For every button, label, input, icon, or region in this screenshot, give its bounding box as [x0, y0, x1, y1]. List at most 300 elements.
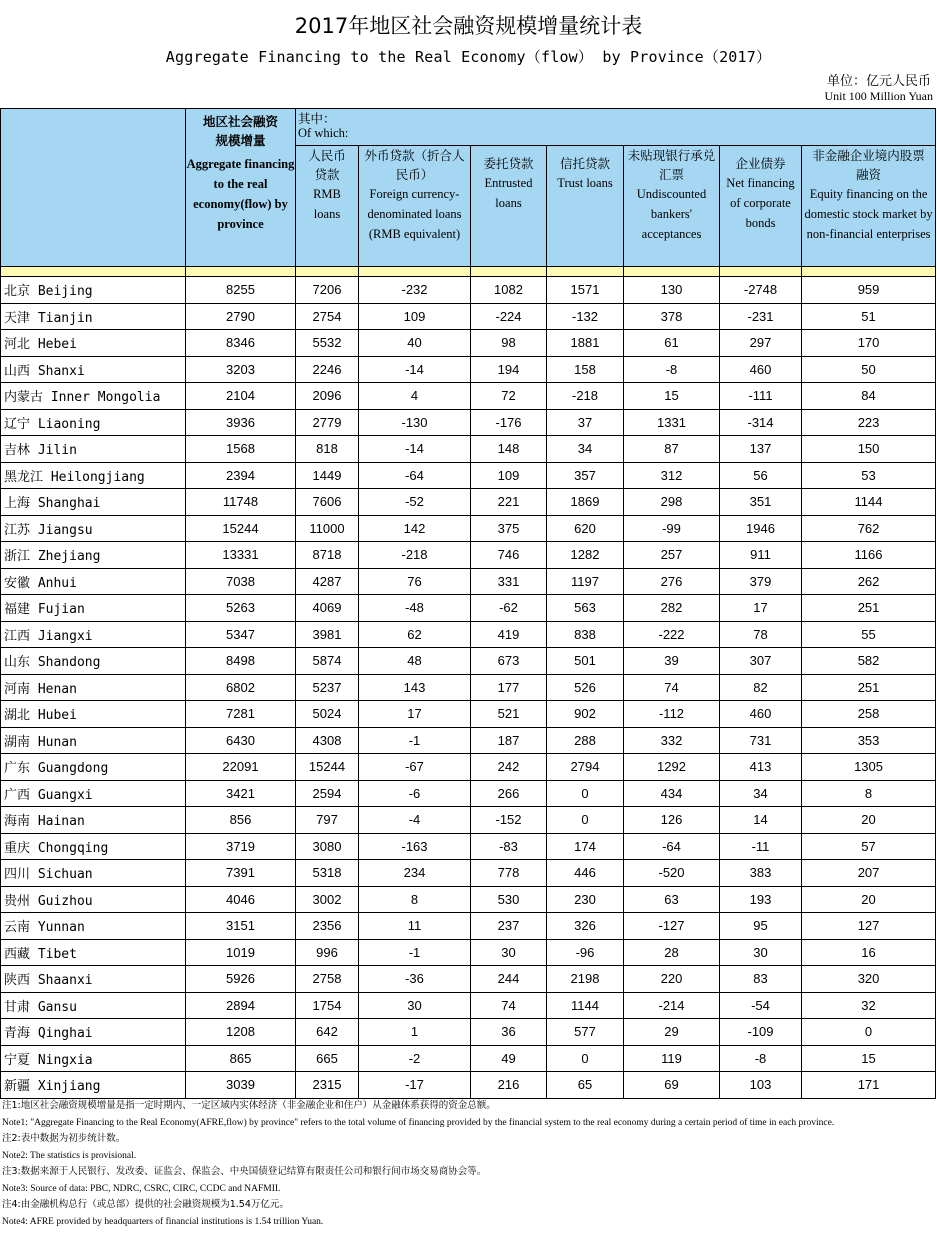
- value-cell: 61: [624, 330, 720, 357]
- value-cell: -48: [359, 595, 471, 622]
- value-cell: -11: [720, 833, 802, 860]
- value-cell: 127: [802, 913, 936, 940]
- value-cell: 2790: [186, 303, 296, 330]
- value-cell: 7038: [186, 568, 296, 595]
- value-cell: 187: [471, 727, 547, 754]
- value-cell: 288: [547, 727, 624, 754]
- value-cell: 298: [624, 489, 720, 516]
- value-cell: -132: [547, 303, 624, 330]
- value-cell: 34: [547, 436, 624, 463]
- value-cell: 3203: [186, 356, 296, 383]
- value-cell: 818: [296, 436, 359, 463]
- table-row: [1, 356, 936, 383]
- province-cell: 青海 Qinghai: [1, 1019, 186, 1046]
- value-cell: 30: [720, 939, 802, 966]
- value-cell: -224: [471, 303, 547, 330]
- value-cell: 72: [471, 383, 547, 410]
- table-row: [1, 807, 936, 834]
- value-cell: -152: [471, 807, 547, 834]
- header-yellow-band: [1, 267, 936, 277]
- value-cell: 1197: [547, 568, 624, 595]
- value-cell: 642: [296, 1019, 359, 1046]
- value-cell: 244: [471, 966, 547, 993]
- table-row: [1, 595, 936, 622]
- value-cell: 15: [624, 383, 720, 410]
- value-cell: 171: [802, 1072, 936, 1099]
- value-cell: 137: [720, 436, 802, 463]
- value-cell: 15244: [186, 515, 296, 542]
- value-cell: 1: [359, 1019, 471, 1046]
- value-cell: 8: [802, 780, 936, 807]
- value-cell: 353: [802, 727, 936, 754]
- province-cell: 湖北 Hubei: [1, 701, 186, 728]
- value-cell: 62: [359, 621, 471, 648]
- province-cell: 广东 Guangdong: [1, 754, 186, 781]
- value-cell: 15: [802, 1045, 936, 1072]
- table-row: [1, 515, 936, 542]
- value-cell: -218: [547, 383, 624, 410]
- value-cell: 2779: [296, 409, 359, 436]
- value-cell: 1144: [547, 992, 624, 1019]
- header-total-cn: 地区社会融资规模增量: [202, 114, 278, 148]
- value-cell: 2104: [186, 383, 296, 410]
- value-cell: 223: [802, 409, 936, 436]
- value-cell: 434: [624, 780, 720, 807]
- value-cell: 17: [359, 701, 471, 728]
- province-cell: 西藏 Tibet: [1, 939, 186, 966]
- value-cell: 6430: [186, 727, 296, 754]
- value-cell: 6802: [186, 674, 296, 701]
- value-cell: -8: [720, 1045, 802, 1072]
- value-cell: 5874: [296, 648, 359, 675]
- value-cell: 17: [720, 595, 802, 622]
- value-cell: -36: [359, 966, 471, 993]
- value-cell: 1282: [547, 542, 624, 569]
- value-cell: 34: [720, 780, 802, 807]
- value-cell: 5263: [186, 595, 296, 622]
- value-cell: -64: [624, 833, 720, 860]
- table-row: [1, 489, 936, 516]
- value-cell: 911: [720, 542, 802, 569]
- footnote-line: 注2:表中数据为初步统计数。: [2, 1133, 126, 1144]
- value-cell: 3039: [186, 1072, 296, 1099]
- value-cell: 0: [547, 780, 624, 807]
- value-cell: 797: [296, 807, 359, 834]
- value-cell: 74: [624, 674, 720, 701]
- value-cell: 142: [359, 515, 471, 542]
- province-cell: 河北 Hebei: [1, 330, 186, 357]
- value-cell: 379: [720, 568, 802, 595]
- province-cell: 吉林 Jilin: [1, 436, 186, 463]
- value-cell: -4: [359, 807, 471, 834]
- province-cell: 天津 Tianjin: [1, 303, 186, 330]
- header-ofwhich: [296, 109, 936, 146]
- value-cell: 95: [720, 913, 802, 940]
- value-cell: 7206: [296, 277, 359, 304]
- table-row: [1, 701, 936, 728]
- value-cell: 30: [359, 992, 471, 1019]
- value-cell: 383: [720, 860, 802, 887]
- value-cell: -176: [471, 409, 547, 436]
- value-cell: -8: [624, 356, 720, 383]
- value-cell: 143: [359, 674, 471, 701]
- value-cell: -99: [624, 515, 720, 542]
- table-row: [1, 277, 936, 304]
- value-cell: 332: [624, 727, 720, 754]
- province-cell: 河南 Henan: [1, 674, 186, 701]
- table-row: [1, 754, 936, 781]
- value-cell: 63: [624, 886, 720, 913]
- value-cell: 1881: [547, 330, 624, 357]
- value-cell: 2894: [186, 992, 296, 1019]
- value-cell: 251: [802, 595, 936, 622]
- value-cell: 11748: [186, 489, 296, 516]
- page-title: 2017年地区社会融资规模增量统计表: [294, 14, 643, 38]
- value-cell: 65: [547, 1072, 624, 1099]
- header-col-en: Entrusted loans: [484, 176, 533, 210]
- value-cell: 8346: [186, 330, 296, 357]
- province-cell: 甘肃 Gansu: [1, 992, 186, 1019]
- value-cell: -17: [359, 1072, 471, 1099]
- value-cell: 5926: [186, 966, 296, 993]
- value-cell: -111: [720, 383, 802, 410]
- value-cell: 746: [471, 542, 547, 569]
- value-cell: -163: [359, 833, 471, 860]
- value-cell: -314: [720, 409, 802, 436]
- province-cell: 福建 Fujian: [1, 595, 186, 622]
- value-cell: -1: [359, 727, 471, 754]
- province-cell: 湖南 Hunan: [1, 727, 186, 754]
- value-cell: 262: [802, 568, 936, 595]
- table-row: [1, 780, 936, 807]
- value-cell: 109: [471, 462, 547, 489]
- value-cell: 15244: [296, 754, 359, 781]
- province-cell: 重庆 Chongqing: [1, 833, 186, 860]
- province-cell: 云南 Yunnan: [1, 913, 186, 940]
- value-cell: 1571: [547, 277, 624, 304]
- value-cell: 3080: [296, 833, 359, 860]
- table-row: [1, 1045, 936, 1072]
- value-cell: 242: [471, 754, 547, 781]
- province-cell: 宁夏 Ningxia: [1, 1045, 186, 1072]
- table-row: [1, 621, 936, 648]
- value-cell: 29: [624, 1019, 720, 1046]
- value-cell: 7281: [186, 701, 296, 728]
- value-cell: 5318: [296, 860, 359, 887]
- value-cell: 2198: [547, 966, 624, 993]
- value-cell: 20: [802, 886, 936, 913]
- value-cell: 28: [624, 939, 720, 966]
- value-cell: 731: [720, 727, 802, 754]
- value-cell: -64: [359, 462, 471, 489]
- value-cell: -222: [624, 621, 720, 648]
- value-cell: 3151: [186, 913, 296, 940]
- header-col-cn: 非金融企业境内股票融资: [812, 148, 925, 182]
- value-cell: 234: [359, 860, 471, 887]
- table-row: [1, 568, 936, 595]
- table-row: [1, 303, 936, 330]
- value-cell: 194: [471, 356, 547, 383]
- value-cell: 14: [720, 807, 802, 834]
- value-cell: 109: [359, 303, 471, 330]
- value-cell: 582: [802, 648, 936, 675]
- value-cell: 220: [624, 966, 720, 993]
- table-row: [1, 542, 936, 569]
- value-cell: 357: [547, 462, 624, 489]
- value-cell: 177: [471, 674, 547, 701]
- value-cell: 2794: [547, 754, 624, 781]
- value-cell: 4287: [296, 568, 359, 595]
- header-col-cn: 人民币贷款: [308, 148, 346, 182]
- value-cell: 1946: [720, 515, 802, 542]
- value-cell: 50: [802, 356, 936, 383]
- value-cell: 48: [359, 648, 471, 675]
- header-col-cn: 未贴现银行承兑汇票: [627, 148, 716, 182]
- table-row: [1, 409, 936, 436]
- value-cell: 778: [471, 860, 547, 887]
- value-cell: 84: [802, 383, 936, 410]
- table-row: [1, 833, 936, 860]
- value-cell: 3981: [296, 621, 359, 648]
- unit-label-en: Unit 100 Million Yuan: [824, 89, 933, 103]
- value-cell: 320: [802, 966, 936, 993]
- province-cell: 贵州 Guizhou: [1, 886, 186, 913]
- table-row: [1, 966, 936, 993]
- value-cell: 30: [471, 939, 547, 966]
- value-cell: 266: [471, 780, 547, 807]
- value-cell: -127: [624, 913, 720, 940]
- value-cell: 216: [471, 1072, 547, 1099]
- value-cell: 207: [802, 860, 936, 887]
- value-cell: 501: [547, 648, 624, 675]
- province-cell: 浙江 Zhejiang: [1, 542, 186, 569]
- value-cell: 620: [547, 515, 624, 542]
- value-cell: 838: [547, 621, 624, 648]
- value-cell: 8718: [296, 542, 359, 569]
- value-cell: 0: [547, 807, 624, 834]
- header-col-cn: 委托贷款: [483, 156, 534, 171]
- value-cell: 375: [471, 515, 547, 542]
- value-cell: 8255: [186, 277, 296, 304]
- value-cell: 413: [720, 754, 802, 781]
- value-cell: 282: [624, 595, 720, 622]
- table-row: [1, 383, 936, 410]
- value-cell: -109: [720, 1019, 802, 1046]
- province-cell: 海南 Hainan: [1, 807, 186, 834]
- table-row: [1, 330, 936, 357]
- footnote-line: Note4: AFRE provided by headquarters of financial institutions is 1.54 trillion Yuan.: [2, 1216, 324, 1227]
- value-cell: 103: [720, 1072, 802, 1099]
- header-col-entrusted-loans: [471, 146, 547, 267]
- value-cell: 563: [547, 595, 624, 622]
- value-cell: 16: [802, 939, 936, 966]
- value-cell: 170: [802, 330, 936, 357]
- header-col-en: Equity financing on the domestic stock market by non-financial enterprises: [804, 187, 933, 241]
- province-cell: 新疆 Xinjiang: [1, 1072, 186, 1099]
- footnote-line: 注4:由金融机构总行（或总部）提供的社会融资规模为1.54万亿元。: [2, 1199, 289, 1210]
- value-cell: 4308: [296, 727, 359, 754]
- province-cell: 黑龙江 Heilongjiang: [1, 462, 186, 489]
- header-ofwhich-cn: 其中：: [298, 111, 336, 126]
- value-cell: -83: [471, 833, 547, 860]
- value-cell: 3002: [296, 886, 359, 913]
- table-body: [1, 277, 936, 1099]
- value-cell: 1754: [296, 992, 359, 1019]
- value-cell: 3719: [186, 833, 296, 860]
- value-cell: 1449: [296, 462, 359, 489]
- value-cell: 856: [186, 807, 296, 834]
- table-row: [1, 992, 936, 1019]
- table-row: [1, 860, 936, 887]
- value-cell: 174: [547, 833, 624, 860]
- value-cell: 5347: [186, 621, 296, 648]
- value-cell: 76: [359, 568, 471, 595]
- value-cell: 82: [720, 674, 802, 701]
- province-cell: 山西 Shanxi: [1, 356, 186, 383]
- header-col-en: RMB loans: [313, 187, 341, 221]
- value-cell: 258: [802, 701, 936, 728]
- value-cell: 312: [624, 462, 720, 489]
- value-cell: 959: [802, 277, 936, 304]
- header-col-cn: 企业债券: [735, 156, 786, 171]
- province-cell: 山东 Shandong: [1, 648, 186, 675]
- value-cell: 1292: [624, 754, 720, 781]
- value-cell: 2356: [296, 913, 359, 940]
- value-cell: 13331: [186, 542, 296, 569]
- province-cell: 辽宁 Liaoning: [1, 409, 186, 436]
- value-cell: 5024: [296, 701, 359, 728]
- footnote-line: Note2: The statistics is provisional.: [2, 1150, 137, 1161]
- financing-table: [0, 108, 936, 1099]
- value-cell: 4: [359, 383, 471, 410]
- value-cell: 0: [547, 1045, 624, 1072]
- header-province-blank: [1, 109, 186, 267]
- value-cell: 32: [802, 992, 936, 1019]
- value-cell: 55: [802, 621, 936, 648]
- value-cell: 2096: [296, 383, 359, 410]
- value-cell: 1331: [624, 409, 720, 436]
- value-cell: 49: [471, 1045, 547, 1072]
- value-cell: 2394: [186, 462, 296, 489]
- value-cell: 996: [296, 939, 359, 966]
- value-cell: -14: [359, 356, 471, 383]
- value-cell: -6: [359, 780, 471, 807]
- table-row: [1, 462, 936, 489]
- value-cell: -520: [624, 860, 720, 887]
- table-row: [1, 436, 936, 463]
- value-cell: 2246: [296, 356, 359, 383]
- header-col-en: Undiscounted bankers' acceptances: [636, 187, 707, 241]
- value-cell: 20: [802, 807, 936, 834]
- value-cell: 39: [624, 648, 720, 675]
- value-cell: -2: [359, 1045, 471, 1072]
- table-row: [1, 727, 936, 754]
- value-cell: 2315: [296, 1072, 359, 1099]
- header-ofwhich-en: Of which:: [298, 126, 349, 140]
- province-cell: 江西 Jiangxi: [1, 621, 186, 648]
- province-cell: 内蒙古 Inner Mongolia: [1, 383, 186, 410]
- value-cell: 7391: [186, 860, 296, 887]
- value-cell: 4046: [186, 886, 296, 913]
- unit-label-cn: 单位：亿元人民币: [826, 74, 931, 89]
- header-col-trust-loans: [547, 146, 624, 267]
- province-cell: 安徽 Anhui: [1, 568, 186, 595]
- footnote-line: Note1: "Aggregate Financing to the Real Economy(AFRE,flow) by province" refers to the total volume of financing provided by the financial system to the real economy during a certain period of time in each province.: [2, 1117, 835, 1128]
- value-cell: 69: [624, 1072, 720, 1099]
- value-cell: 83: [720, 966, 802, 993]
- value-cell: 297: [720, 330, 802, 357]
- value-cell: 2758: [296, 966, 359, 993]
- value-cell: 2594: [296, 780, 359, 807]
- value-cell: -62: [471, 595, 547, 622]
- value-cell: 74: [471, 992, 547, 1019]
- value-cell: 53: [802, 462, 936, 489]
- value-cell: 1166: [802, 542, 936, 569]
- footnotes: [2, 1098, 932, 1230]
- province-cell: 陕西 Shaanxi: [1, 966, 186, 993]
- value-cell: 5532: [296, 330, 359, 357]
- value-cell: 230: [547, 886, 624, 913]
- province-cell: 上海 Shanghai: [1, 489, 186, 516]
- value-cell: 237: [471, 913, 547, 940]
- table-row: [1, 886, 936, 913]
- header-col-corporate-bonds: [720, 146, 802, 267]
- province-cell: 广西 Guangxi: [1, 780, 186, 807]
- value-cell: 0: [802, 1019, 936, 1046]
- table-row: [1, 1019, 936, 1046]
- value-cell: 78: [720, 621, 802, 648]
- value-cell: 1019: [186, 939, 296, 966]
- value-cell: -54: [720, 992, 802, 1019]
- value-cell: 351: [720, 489, 802, 516]
- value-cell: 7606: [296, 489, 359, 516]
- value-cell: 665: [296, 1045, 359, 1072]
- footnote-line: 注1:地区社会融资规模增量是指一定时期内、一定区域内实体经济（非金融企业和住户）从金融体系获得的资金总额。: [2, 1100, 496, 1111]
- value-cell: 762: [802, 515, 936, 542]
- value-cell: 460: [720, 701, 802, 728]
- province-cell: 江苏 Jiangsu: [1, 515, 186, 542]
- value-cell: 36: [471, 1019, 547, 1046]
- value-cell: 148: [471, 436, 547, 463]
- value-cell: -52: [359, 489, 471, 516]
- value-cell: 530: [471, 886, 547, 913]
- value-cell: 37: [547, 409, 624, 436]
- value-cell: 22091: [186, 754, 296, 781]
- value-cell: 126: [624, 807, 720, 834]
- value-cell: -112: [624, 701, 720, 728]
- value-cell: 1568: [186, 436, 296, 463]
- value-cell: 130: [624, 277, 720, 304]
- value-cell: 307: [720, 648, 802, 675]
- header-col-en: Foreign currency-denominated loans (RMB equivalent): [367, 187, 462, 241]
- value-cell: 1208: [186, 1019, 296, 1046]
- value-cell: 331: [471, 568, 547, 595]
- value-cell: 193: [720, 886, 802, 913]
- value-cell: 158: [547, 356, 624, 383]
- value-cell: -130: [359, 409, 471, 436]
- value-cell: 98: [471, 330, 547, 357]
- table-row: [1, 913, 936, 940]
- value-cell: 1082: [471, 277, 547, 304]
- value-cell: 673: [471, 648, 547, 675]
- province-cell: 四川 Sichuan: [1, 860, 186, 887]
- header-col-foreign-loans: [359, 146, 471, 267]
- value-cell: 2754: [296, 303, 359, 330]
- table-row: [1, 1072, 936, 1099]
- value-cell: 4069: [296, 595, 359, 622]
- value-cell: 3936: [186, 409, 296, 436]
- value-cell: 11000: [296, 515, 359, 542]
